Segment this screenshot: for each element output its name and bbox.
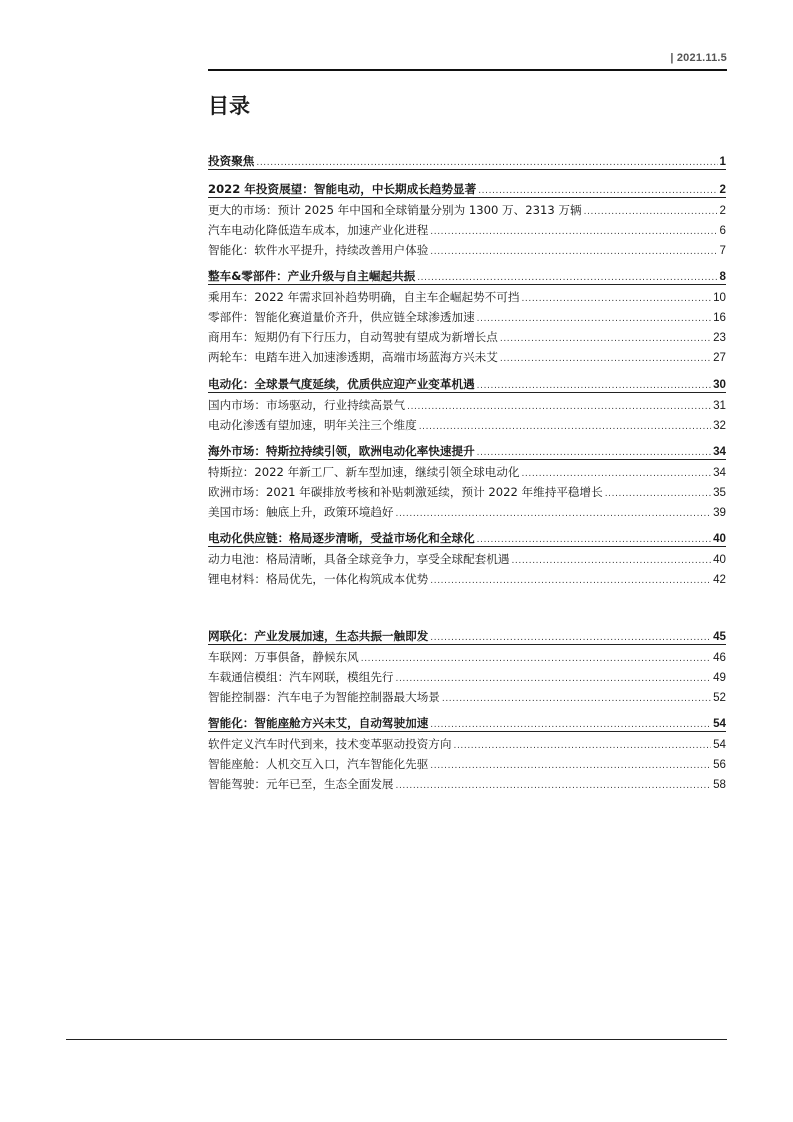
toc-entry-title: 智能控制器：汽车电子为智能控制器最大场景 [208,690,440,704]
toc-subsection-entry[interactable] [208,687,726,707]
toc-entry-title: 海外市场：特斯拉持续引领，欧洲电动化率快速提升 [208,444,475,458]
toc-dot-leader [584,202,718,222]
toc-entry-title: 锂电材料：格局优先，一体化构筑成本优势 [208,572,429,586]
toc-subsection-entry[interactable] [208,734,726,754]
toc-entry-title: 智能化：软件水平提升，持续改善用户体验 [208,243,429,257]
toc-entry-title: 特斯拉：2022 年新工厂、新车型加速，继续引领全球电动化 [208,465,520,479]
toc-subsection-entry[interactable] [208,647,726,667]
toc-page-number: 1 [719,155,726,168]
toc-page-number: 49 [713,671,726,684]
toc-dot-leader [477,530,711,550]
toc-section [208,374,726,435]
toc-subsection-entry[interactable] [208,240,726,260]
toc-subsection-entry[interactable] [208,462,726,482]
toc-chapter-entry[interactable] [208,713,726,733]
toc-entry-title: 智能座舱：人机交互入口，汽车智能化先驱 [208,757,429,771]
toc-entry-title: 智能化：智能座舱方兴未艾，自动驾驶加速 [208,716,429,730]
toc-dot-leader [511,551,711,571]
toc-entry-title: 欧洲市场：2021 年碳排放考核和补贴刺激延续，预计 2022 年维持平稳增长 [208,485,603,499]
toc-subsection-entry[interactable] [208,347,726,367]
toc-subsection-entry[interactable] [208,327,726,347]
toc-subsection-entry[interactable] [208,549,726,569]
toc-entry-title: 更大的市场：预计 2025 年中国和全球销量分别为 1300 万、2313 万辆 [208,203,582,217]
toc-page-number: 8 [719,270,726,283]
toc-dot-leader [521,289,711,309]
toc-chapter-entry[interactable] [208,179,726,199]
toc-page-number: 32 [713,419,726,432]
toc-page-number: 34 [713,445,726,458]
toc-section [208,626,726,707]
toc-subsection-entry[interactable] [208,482,726,502]
toc-page-number: 39 [713,506,726,519]
toc-entry-title: 电动化供应链：格局逐步清晰，受益市场化和全球化 [208,531,475,545]
toc-dot-leader [477,376,711,396]
toc-subsection-entry[interactable] [208,774,726,794]
toc-section [208,266,726,367]
toc-page-number: 31 [713,399,726,412]
toc-entry-title: 智能驾驶：元年已至，生态全面发展 [208,777,394,791]
toc-page-number: 42 [713,573,726,586]
toc-dot-leader [396,776,712,796]
toc-entry-title: 两轮车：电踏车进入加速渗透期，高端市场蓝海方兴未艾 [208,350,498,364]
toc-page-number: 35 [713,486,726,499]
toc-subsection-entry[interactable] [208,415,726,435]
toc-dot-leader [361,649,711,669]
toc-section [208,528,726,589]
toc-subsection-entry[interactable] [208,667,726,687]
toc-entry-title: 电动化：全球景气度延续，优质供应迎产业变革机遇 [208,377,475,391]
toc-chapter-entry[interactable] [208,441,726,461]
toc-entry-title: 网联化：产业发展加速，生态共振一触即发 [208,629,429,643]
toc-page-number: 34 [713,466,726,479]
toc-dot-leader [430,571,711,591]
toc-dot-leader [477,309,711,329]
toc-dot-leader [417,268,717,288]
toc-page-number: 45 [713,630,726,643]
toc-chapter-entry[interactable] [208,626,726,646]
toc-page-number: 40 [713,553,726,566]
toc-dot-leader [430,242,717,262]
toc-subsection-entry[interactable] [208,200,726,220]
toc-page-number: 27 [713,351,726,364]
toc-dot-leader [430,756,711,776]
toc-section [208,179,726,260]
toc-page-number: 6 [719,224,726,237]
toc-dot-leader [407,397,711,417]
toc-entry-title: 车载通信模组：汽车网联，模组先行 [208,670,394,684]
toc-entry-title: 整车&零部件：产业升级与自主崛起共振 [208,269,416,283]
toc-subsection-entry[interactable] [208,569,726,589]
toc-subsection-entry[interactable] [208,395,726,415]
toc-dot-leader [442,689,711,709]
toc-dot-leader [430,628,711,648]
footer-divider [66,1039,727,1040]
toc-entry-title: 商用车：短期仍有下行压力，自动驾驶有望成为新增长点 [208,330,498,344]
toc-page-number: 16 [713,311,726,324]
toc-entry-title: 国内市场：市场驱动，行业持续高景气 [208,398,406,412]
toc-chapter-entry[interactable] [208,528,726,548]
toc-section [208,713,726,794]
report-date: | 2021.11.5 [670,52,727,64]
toc-entry-title: 软件定义汽车时代到来，技术变革驱动投资方向 [208,737,452,751]
toc-page-number: 54 [713,717,726,730]
toc-entry-title: 动力电池：格局清晰，具备全球竞争力，享受全球配套机遇 [208,552,510,566]
toc-subsection-entry[interactable] [208,754,726,774]
toc-entry-title: 投资聚焦 [208,154,255,168]
toc-page-number: 23 [713,331,726,344]
toc-page-number: 56 [713,758,726,771]
toc-page-number: 52 [713,691,726,704]
toc-page-number: 30 [713,378,726,391]
toc-dot-leader [396,669,712,689]
toc-page-number: 54 [713,738,726,751]
toc-entry-title: 2022 年投资展望：智能电动，中长期成长趋势显著 [208,182,477,196]
toc-dot-leader [605,484,711,504]
toc-dot-leader [453,736,711,756]
toc-dot-leader [477,443,711,463]
toc-chapter-entry[interactable] [208,266,726,286]
toc-entry-title: 电动化渗透有望加速，明年关注三个维度 [208,418,417,432]
toc-page-number: 40 [713,532,726,545]
toc-page-number: 2 [719,183,726,196]
toc-dot-leader [419,417,711,437]
toc-entry-title: 乘用车：2022 年需求回补趋势明确，自主车企崛起势不可挡 [208,290,520,304]
page-title: 目录 [208,94,250,118]
toc-section [208,151,726,172]
toc-entry-title: 零部件：智能化赛道量价齐升，供应链全球渗透加速 [208,310,475,324]
toc-page-number: 2 [719,204,726,217]
toc-subsection-entry[interactable] [208,307,726,327]
toc-dot-leader [478,181,717,201]
toc-section [208,441,726,522]
toc-chapter-entry[interactable] [208,374,726,394]
toc-dot-leader [430,715,711,735]
toc-page-number: 58 [713,778,726,791]
toc-chapter-entry[interactable] [208,151,726,171]
toc-entry-title: 车联网：万事俱备，静候东风 [208,650,359,664]
toc-page-number: 7 [719,244,726,257]
toc-dot-leader [256,153,717,173]
toc-subsection-entry[interactable] [208,502,726,522]
toc-dot-leader [396,504,712,524]
toc-page-number: 10 [713,291,726,304]
toc-subsection-entry[interactable] [208,220,726,240]
toc-subsection-entry[interactable] [208,287,726,307]
header-divider [208,69,727,71]
toc-dot-leader [500,329,711,349]
toc-dot-leader [500,349,711,369]
toc-entry-title: 汽车电动化降低造车成本，加速产业化进程 [208,223,429,237]
toc-dot-leader [430,222,717,242]
toc-dot-leader [521,464,711,484]
toc-page-number: 46 [713,651,726,664]
toc-entry-title: 美国市场：触底上升，政策环境趋好 [208,505,394,519]
